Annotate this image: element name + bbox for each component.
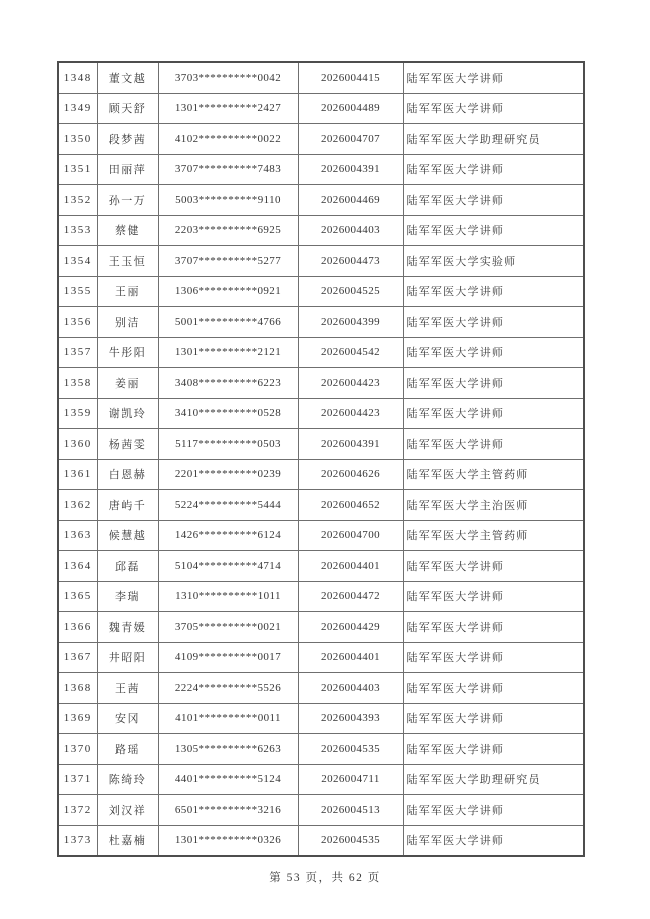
- position-cell: 陆军军医大学主管药师: [403, 520, 584, 551]
- row-number-cell: 1352: [58, 185, 97, 216]
- registration-number-cell: 2026004535: [298, 734, 403, 765]
- row-number-cell: 1359: [58, 398, 97, 429]
- name-cell: 董文越: [97, 62, 158, 93]
- registration-number-cell: 2026004626: [298, 459, 403, 490]
- row-number-cell: 1364: [58, 551, 97, 582]
- name-cell: 李瑞: [97, 581, 158, 612]
- id-number-cell: 4109**********0017: [158, 642, 298, 673]
- name-cell: 顾天舒: [97, 93, 158, 124]
- row-number-cell: 1365: [58, 581, 97, 612]
- table-row: [58, 764, 584, 795]
- name-cell: 刘汉祥: [97, 795, 158, 826]
- id-number-cell: 3703**********0042: [158, 62, 298, 93]
- id-number-cell: 3707**********7483: [158, 154, 298, 185]
- id-number-cell: 5001**********4766: [158, 307, 298, 338]
- id-number-cell: 1301**********2121: [158, 337, 298, 368]
- table-row: [58, 734, 584, 765]
- name-cell: 王茜: [97, 673, 158, 704]
- position-cell: 陆军军医大学讲师: [403, 154, 584, 185]
- registration-number-cell: 2026004711: [298, 764, 403, 795]
- registration-number-cell: 2026004513: [298, 795, 403, 826]
- name-cell: 魏青媛: [97, 612, 158, 643]
- id-number-cell: 6501**********3216: [158, 795, 298, 826]
- id-number-cell: 4401**********5124: [158, 764, 298, 795]
- row-number-cell: 1349: [58, 93, 97, 124]
- name-cell: 邱磊: [97, 551, 158, 582]
- name-cell: 田丽萍: [97, 154, 158, 185]
- row-number-cell: 1348: [58, 62, 97, 93]
- id-number-cell: 1301**********0326: [158, 825, 298, 856]
- registration-number-cell: 2026004473: [298, 246, 403, 277]
- registration-number-cell: 2026004393: [298, 703, 403, 734]
- registration-number-cell: 2026004423: [298, 398, 403, 429]
- name-cell: 杨茜雯: [97, 429, 158, 460]
- row-number-cell: 1371: [58, 764, 97, 795]
- position-cell: 陆军军医大学实验师: [403, 246, 584, 277]
- name-cell: 安冈: [97, 703, 158, 734]
- row-number-cell: 1355: [58, 276, 97, 307]
- table-row: [58, 215, 584, 246]
- id-number-cell: 3705**********0021: [158, 612, 298, 643]
- registration-number-cell: 2026004403: [298, 673, 403, 704]
- id-number-cell: 1301**********2427: [158, 93, 298, 124]
- registration-number-cell: 2026004535: [298, 825, 403, 856]
- name-cell: 王玉恒: [97, 246, 158, 277]
- table-row: [58, 93, 584, 124]
- table-row: [58, 642, 584, 673]
- table-row: [58, 398, 584, 429]
- position-cell: 陆军军医大学讲师: [403, 62, 584, 93]
- table-row: [58, 673, 584, 704]
- registration-number-cell: 2026004391: [298, 429, 403, 460]
- registration-number-cell: 2026004652: [298, 490, 403, 521]
- id-number-cell: 5224**********5444: [158, 490, 298, 521]
- name-cell: 别洁: [97, 307, 158, 338]
- table-row: [58, 124, 584, 155]
- id-number-cell: 1306**********0921: [158, 276, 298, 307]
- table-row: [58, 429, 584, 460]
- row-number-cell: 1368: [58, 673, 97, 704]
- id-number-cell: 2201**********0239: [158, 459, 298, 490]
- row-number-cell: 1361: [58, 459, 97, 490]
- registration-number-cell: 2026004542: [298, 337, 403, 368]
- position-cell: 陆军军医大学讲师: [403, 276, 584, 307]
- table-row: [58, 551, 584, 582]
- position-cell: 陆军军医大学讲师: [403, 795, 584, 826]
- position-cell: 陆军军医大学讲师: [403, 642, 584, 673]
- row-number-cell: 1363: [58, 520, 97, 551]
- table-row: [58, 154, 584, 185]
- row-number-cell: 1369: [58, 703, 97, 734]
- registration-number-cell: 2026004469: [298, 185, 403, 216]
- table-row: [58, 368, 584, 399]
- row-number-cell: 1367: [58, 642, 97, 673]
- table-row: [58, 520, 584, 551]
- row-number-cell: 1372: [58, 795, 97, 826]
- name-cell: 白恩赫: [97, 459, 158, 490]
- registration-number-cell: 2026004399: [298, 307, 403, 338]
- table-row: [58, 581, 584, 612]
- registration-number-cell: 2026004707: [298, 124, 403, 155]
- position-cell: 陆军军医大学讲师: [403, 429, 584, 460]
- position-cell: 陆军军医大学讲师: [403, 368, 584, 399]
- table-row: [58, 276, 584, 307]
- id-number-cell: 4102**********0022: [158, 124, 298, 155]
- name-cell: 谢凯玲: [97, 398, 158, 429]
- row-number-cell: 1360: [58, 429, 97, 460]
- table-row: [58, 795, 584, 826]
- name-cell: 陈绮玲: [97, 764, 158, 795]
- id-number-cell: 1305**********6263: [158, 734, 298, 765]
- registration-number-cell: 2026004403: [298, 215, 403, 246]
- table-row: [58, 825, 584, 856]
- id-number-cell: 3408**********6223: [158, 368, 298, 399]
- registration-number-cell: 2026004391: [298, 154, 403, 185]
- name-cell: 段梦茜: [97, 124, 158, 155]
- registration-number-cell: 2026004429: [298, 612, 403, 643]
- id-number-cell: 2224**********5526: [158, 673, 298, 704]
- position-cell: 陆军军医大学讲师: [403, 734, 584, 765]
- id-number-cell: 1426**********6124: [158, 520, 298, 551]
- name-cell: 孙一万: [97, 185, 158, 216]
- position-cell: 陆军军医大学讲师: [403, 215, 584, 246]
- position-cell: 陆军军医大学讲师: [403, 581, 584, 612]
- table-row: [58, 703, 584, 734]
- id-number-cell: 5003**********9110: [158, 185, 298, 216]
- registration-number-cell: 2026004423: [298, 368, 403, 399]
- table-row: [58, 459, 584, 490]
- registration-number-cell: 2026004472: [298, 581, 403, 612]
- page-number-footer: 第 53 页，共 62 页: [269, 872, 381, 884]
- table-row: [58, 307, 584, 338]
- position-cell: 陆军军医大学讲师: [403, 612, 584, 643]
- id-number-cell: 4101**********0011: [158, 703, 298, 734]
- registration-number-cell: 2026004401: [298, 551, 403, 582]
- table-row: [58, 490, 584, 521]
- registration-number-cell: 2026004489: [298, 93, 403, 124]
- table-row: [58, 337, 584, 368]
- row-number-cell: 1350: [58, 124, 97, 155]
- name-cell: 王丽: [97, 276, 158, 307]
- applicant-roster-table: [57, 61, 585, 857]
- position-cell: 陆军军医大学讲师: [403, 703, 584, 734]
- row-number-cell: 1358: [58, 368, 97, 399]
- row-number-cell: 1362: [58, 490, 97, 521]
- position-cell: 陆军军医大学主管药师: [403, 459, 584, 490]
- name-cell: 唐屿千: [97, 490, 158, 521]
- registration-number-cell: 2026004401: [298, 642, 403, 673]
- name-cell: 路瑶: [97, 734, 158, 765]
- name-cell: 姜丽: [97, 368, 158, 399]
- position-cell: 陆军军医大学助理研究员: [403, 124, 584, 155]
- id-number-cell: 5117**********0503: [158, 429, 298, 460]
- table-row: [58, 612, 584, 643]
- row-number-cell: 1356: [58, 307, 97, 338]
- position-cell: 陆军军医大学讲师: [403, 551, 584, 582]
- position-cell: 陆军军医大学讲师: [403, 93, 584, 124]
- row-number-cell: 1353: [58, 215, 97, 246]
- row-number-cell: 1370: [58, 734, 97, 765]
- position-cell: 陆军军医大学讲师: [403, 307, 584, 338]
- id-number-cell: 2203**********6925: [158, 215, 298, 246]
- registration-number-cell: 2026004415: [298, 62, 403, 93]
- position-cell: 陆军军医大学讲师: [403, 185, 584, 216]
- position-cell: 陆军军医大学讲师: [403, 398, 584, 429]
- row-number-cell: 1351: [58, 154, 97, 185]
- position-cell: 陆军军医大学讲师: [403, 673, 584, 704]
- position-cell: 陆军军医大学助理研究员: [403, 764, 584, 795]
- position-cell: 陆军军医大学主治医师: [403, 490, 584, 521]
- id-number-cell: 1310**********1011: [158, 581, 298, 612]
- row-number-cell: 1357: [58, 337, 97, 368]
- name-cell: 杜嘉楠: [97, 825, 158, 856]
- row-number-cell: 1354: [58, 246, 97, 277]
- row-number-cell: 1373: [58, 825, 97, 856]
- name-cell: 蔡健: [97, 215, 158, 246]
- id-number-cell: 5104**********4714: [158, 551, 298, 582]
- table-row: [58, 246, 584, 277]
- id-number-cell: 3410**********0528: [158, 398, 298, 429]
- registration-number-cell: 2026004525: [298, 276, 403, 307]
- table-row: [58, 62, 584, 93]
- id-number-cell: 3707**********5277: [158, 246, 298, 277]
- position-cell: 陆军军医大学讲师: [403, 337, 584, 368]
- name-cell: 牛彤阳: [97, 337, 158, 368]
- position-cell: 陆军军医大学讲师: [403, 825, 584, 856]
- row-number-cell: 1366: [58, 612, 97, 643]
- name-cell: 井昭阳: [97, 642, 158, 673]
- table-row: [58, 185, 584, 216]
- registration-number-cell: 2026004700: [298, 520, 403, 551]
- name-cell: 候慧越: [97, 520, 158, 551]
